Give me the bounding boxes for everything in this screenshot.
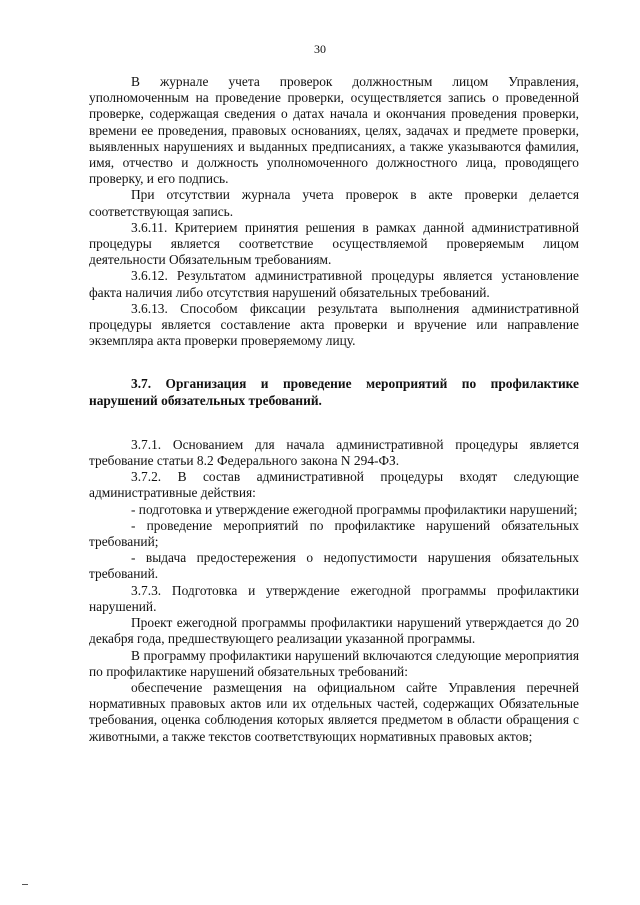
page-number: 30 bbox=[314, 42, 326, 56]
paragraph-3-6-12: 3.6.12. Результатом административной процедуры является установление факта наличия либо отсутствия нарушений обязательных требований. bbox=[89, 268, 579, 300]
paragraph-website-publication: обеспечение размещения на официальном сайте Управления перечней нормативных правовых актов или их отдельных частей, содержащих Обязательные требования, оценка соблюдения которых является предметом в области обращения с животными, а также текстов соответствующих нормативных правовых актов; bbox=[89, 679, 579, 744]
section-heading-3-7: 3.7. Организация и проведение мероприятий по профилактике нарушений обязательных требований. bbox=[89, 376, 579, 408]
paragraph-program-draft: Проект ежегодной программы профилактики нарушений утверждается до 20 декабря года, предшествующего реализации указанной программы. bbox=[89, 615, 579, 647]
paragraph-3-7-3: 3.7.3. Подготовка и утверждение ежегодной программы профилактики нарушений. bbox=[89, 582, 579, 614]
list-item-measures: - проведение мероприятий по профилактике нарушений обязательных требований; bbox=[89, 517, 579, 550]
paragraph-no-journal: При отсутствии журнала учета проверок в акте проверки делается соответствующая запись. bbox=[89, 187, 579, 219]
paragraph-3-6-11: 3.6.11. Критерием принятия решения в рамках данной административной процедуры является соответствие осуществляемой проверяемым лицом деятельности Обязательным требованиям. bbox=[89, 219, 579, 268]
paragraph-3-6-13: 3.6.13. Способом фиксации результата выполнения административной процедуры является составление акта проверки и вручение или направление экземпляра акта проверки проверяемому лицу. bbox=[89, 300, 579, 349]
paragraph-3-7-1: 3.7.1. Основанием для начала административной процедуры является требование статьи 8.2 Федерального закона N 294-ФЗ. bbox=[89, 436, 579, 469]
list-item-warning: - выдача предостережения о недопустимости нарушения обязательных требований. bbox=[89, 550, 579, 582]
document-body bbox=[89, 74, 579, 745]
paragraph-journal-record: В журнале учета проверок должностным лицом Управления, уполномоченным на проведение проверки, осуществляется запись о проведенной проверке, содержащая сведения о датах начала и окончания проведения проверки, времени ее проведения, правовых основаниях, целях, задачах и предмете проверки, выявленных нарушениях и выданных предписаниях, а также указываются фамилия, имя, отчество и должность уполномоченного должностного лица, проводящего проверку, и его подпись. bbox=[89, 74, 579, 187]
list-item-program: - подготовка и утверждение ежегодной программы профилактики нарушений; bbox=[131, 501, 578, 517]
scan-artifact bbox=[22, 884, 28, 885]
paragraph-program-contents: В программу профилактики нарушений включаются следующие мероприятия по профилактике нарушений обязательных требований: bbox=[89, 647, 579, 679]
paragraph-3-7-2: 3.7.2. В состав административной процедуры входят следующие административные действия: bbox=[89, 469, 579, 501]
